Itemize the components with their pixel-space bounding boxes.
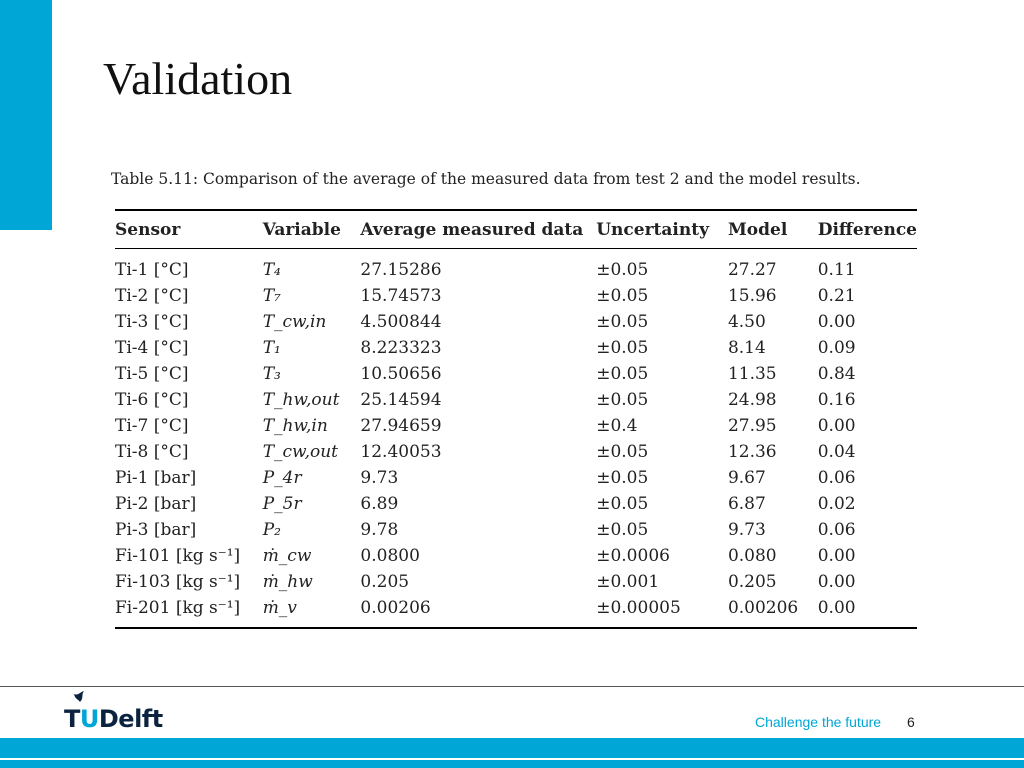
cell-model: 15.96 <box>727 286 777 306</box>
cell-variable: P_5r <box>262 494 302 514</box>
cell-model: 12.36 <box>727 442 777 462</box>
cell-model: 0.080 <box>727 546 777 566</box>
cell-sensor: Ti-5 [°C] <box>115 364 189 384</box>
cell-average: 9.78 <box>360 520 399 540</box>
cell-variable: T₇ <box>262 286 281 306</box>
cell-model: 9.67 <box>727 468 766 488</box>
cell-model: 0.00206 <box>727 598 799 618</box>
cell-difference: 0.06 <box>817 520 856 540</box>
cell-difference: 0.00 <box>817 546 856 566</box>
cell-average: 6.89 <box>360 494 399 514</box>
table-body <box>115 249 917 629</box>
cell-uncertainty: ±0.4 <box>596 416 638 436</box>
header-variable: Variable <box>262 220 341 240</box>
cell-sensor: Fi-101 [kg s⁻¹] <box>115 546 241 566</box>
cell-sensor: Ti-2 [°C] <box>115 286 189 306</box>
cell-uncertainty: ±0.00005 <box>596 598 681 618</box>
cell-uncertainty: ±0.05 <box>596 364 649 384</box>
cell-variable: T_cw,in <box>262 312 327 332</box>
table-row <box>115 249 917 284</box>
table-row <box>115 595 917 628</box>
cell-difference: 0.00 <box>817 416 856 436</box>
cell-model: 8.14 <box>727 338 766 358</box>
cell-uncertainty: ±0.05 <box>596 442 649 462</box>
cell-variable: T₁ <box>262 338 281 358</box>
table-row <box>115 335 917 361</box>
table-row <box>115 517 917 543</box>
cell-uncertainty: ±0.05 <box>596 286 649 306</box>
cell-difference: 0.04 <box>817 442 856 462</box>
cell-difference: 0.84 <box>817 364 856 384</box>
cell-sensor: Ti-6 [°C] <box>115 390 189 410</box>
cell-variable: T₃ <box>262 364 281 384</box>
cell-difference: 0.00 <box>817 572 856 592</box>
cell-average: 27.15286 <box>360 260 442 280</box>
slide-title: Validation <box>103 53 293 104</box>
header-uncertainty: Uncertainty <box>596 220 709 240</box>
cell-variable: T_hw,in <box>262 416 328 436</box>
cell-difference: 0.11 <box>817 260 856 280</box>
table-caption: Table 5.11: Comparison of the average of the measured data from test 2 and the model results. <box>111 170 861 188</box>
cell-variable: ṁ_v <box>262 598 297 618</box>
table-row <box>115 569 917 595</box>
cell-uncertainty: ±0.05 <box>596 260 649 280</box>
cell-average: 15.74573 <box>360 286 442 306</box>
cell-uncertainty: ±0.0006 <box>596 546 670 566</box>
cell-variable: ṁ_cw <box>262 546 312 566</box>
accent-bar <box>0 0 52 230</box>
cell-variable: P_4r <box>262 468 302 488</box>
cell-uncertainty: ±0.05 <box>596 338 649 358</box>
cell-uncertainty: ±0.05 <box>596 468 649 488</box>
cell-sensor: Fi-103 [kg s⁻¹] <box>115 572 241 592</box>
cell-difference: 0.21 <box>817 286 856 306</box>
cell-sensor: Ti-3 [°C] <box>115 312 189 332</box>
cell-average: 0.205 <box>360 572 410 592</box>
cell-average: 4.500844 <box>360 312 442 332</box>
table-row <box>115 465 917 491</box>
table-row <box>115 439 917 465</box>
cell-model: 27.27 <box>727 260 777 280</box>
cell-difference: 0.06 <box>817 468 856 488</box>
cell-sensor: Ti-1 [°C] <box>115 260 189 280</box>
logo-letter-t: T <box>64 705 80 733</box>
cell-uncertainty: ±0.001 <box>596 572 660 592</box>
cell-difference: 0.09 <box>817 338 856 358</box>
cell-difference: 0.00 <box>817 598 856 618</box>
table-header-row <box>115 210 917 249</box>
cell-average: 27.94659 <box>360 416 442 436</box>
header-average: Average measured data <box>360 220 584 240</box>
cell-variable: T₄ <box>262 260 281 280</box>
table-row <box>115 309 917 335</box>
cell-average: 0.0800 <box>360 546 420 566</box>
comparison-table <box>115 209 917 629</box>
cell-sensor: Pi-3 [bar] <box>115 520 197 540</box>
cell-average: 0.00206 <box>360 598 431 618</box>
cell-difference: 0.16 <box>817 390 856 410</box>
cell-average: 8.223323 <box>360 338 442 358</box>
table-row <box>115 491 917 517</box>
cell-model: 9.73 <box>727 520 766 540</box>
cell-model: 4.50 <box>727 312 766 332</box>
bottom-accent-band <box>0 738 1024 768</box>
footer-tagline: Challenge the future <box>755 714 882 730</box>
cell-sensor: Fi-201 [kg s⁻¹] <box>115 598 241 618</box>
cell-average: 25.14594 <box>360 390 442 410</box>
cell-model: 27.95 <box>727 416 777 436</box>
cell-model: 11.35 <box>727 364 777 384</box>
cell-uncertainty: ±0.05 <box>596 494 649 514</box>
cell-sensor: Pi-1 [bar] <box>115 468 197 488</box>
cell-uncertainty: ±0.05 <box>596 390 649 410</box>
cell-average: 9.73 <box>360 468 399 488</box>
cell-model: 6.87 <box>727 494 766 514</box>
cell-variable: ṁ_hw <box>262 572 313 592</box>
cell-difference: 0.02 <box>817 494 856 514</box>
header-model: Model <box>727 220 788 240</box>
cell-sensor: Ti-8 [°C] <box>115 442 189 462</box>
table-row <box>115 387 917 413</box>
tu-delft-logo <box>64 705 163 733</box>
table-row <box>115 413 917 439</box>
cell-uncertainty: ±0.05 <box>596 520 649 540</box>
table-row <box>115 543 917 569</box>
cell-model: 24.98 <box>727 390 777 410</box>
logo-word-delft: Delft <box>98 705 163 733</box>
cell-difference: 0.00 <box>817 312 856 332</box>
cell-sensor: Ti-7 [°C] <box>115 416 189 436</box>
cell-sensor: Pi-2 [bar] <box>115 494 197 514</box>
cell-variable: P₂ <box>262 520 281 540</box>
header-sensor: Sensor <box>115 220 181 240</box>
cell-variable: T_hw,out <box>262 390 340 410</box>
cell-variable: T_cw,out <box>262 442 339 462</box>
cell-average: 12.40053 <box>360 442 442 462</box>
page-number: 6 <box>907 714 915 730</box>
table-row <box>115 283 917 309</box>
table-row <box>115 361 917 387</box>
logo-letter-u: U <box>79 705 99 733</box>
cell-sensor: Ti-4 [°C] <box>115 338 189 358</box>
cell-uncertainty: ±0.05 <box>596 312 649 332</box>
cell-model: 0.205 <box>727 572 777 592</box>
footer-divider <box>0 686 1024 687</box>
header-difference: Difference <box>817 220 917 240</box>
cell-average: 10.50656 <box>360 364 442 384</box>
